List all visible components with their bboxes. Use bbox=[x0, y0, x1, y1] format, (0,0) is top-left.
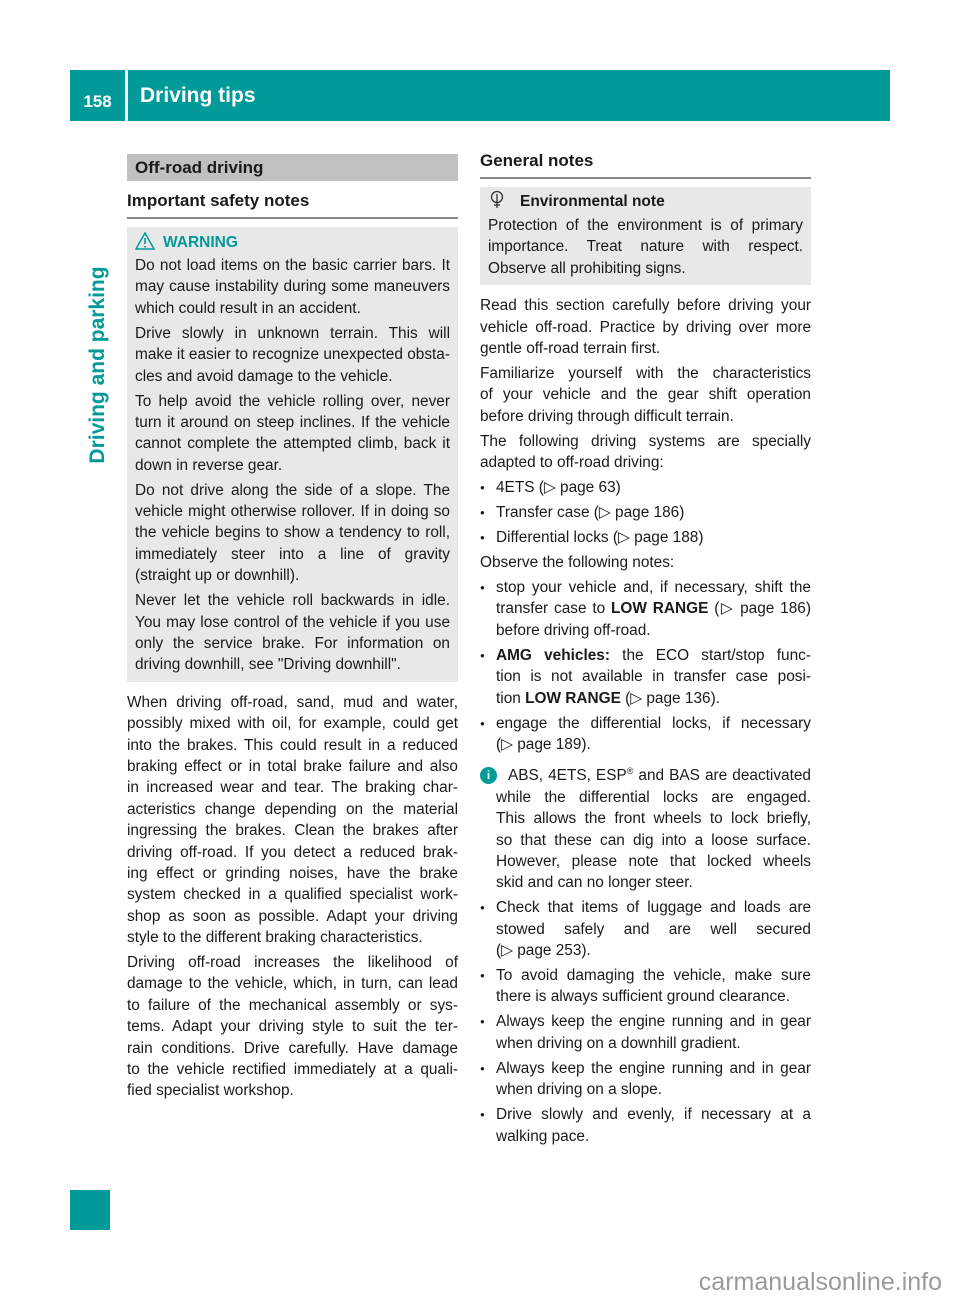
list-item bbox=[480, 1011, 811, 1054]
warning-text bbox=[135, 255, 450, 676]
list-item bbox=[480, 577, 811, 641]
text-line: Observe all prohibiting signs. bbox=[488, 259, 686, 277]
subsection-heading: Important safety notes bbox=[127, 191, 458, 219]
bullet-icon: ● bbox=[480, 483, 485, 493]
text-line: driving downhill, see "Driving downhill". bbox=[135, 656, 401, 674]
environmental-note-box bbox=[480, 187, 811, 285]
text-line: Read this section carefully before driving your bbox=[480, 297, 811, 315]
text-line: Do not load items on the basic carrier bars. It bbox=[135, 257, 450, 274]
text-line: stowed safely and are well secured bbox=[496, 920, 811, 938]
paragraph bbox=[480, 552, 811, 573]
text-line: To avoid damaging the vehicle, make sure bbox=[496, 967, 811, 985]
text-line: adapted to off-road driving: bbox=[480, 454, 664, 472]
text-segment: (▷ page 186) bbox=[708, 600, 811, 618]
text-line: of your vehicle and the gear shift operation bbox=[480, 386, 811, 404]
text-line: The following driving systems are specially bbox=[480, 432, 811, 450]
bullet-icon: ● bbox=[480, 533, 485, 543]
left-column bbox=[127, 154, 458, 1102]
text-line: turn it around on steep inclines. If the vehicle bbox=[135, 413, 450, 431]
text-line: acteristics change depending on the material bbox=[127, 800, 458, 818]
text-line bbox=[496, 598, 811, 619]
text-line bbox=[496, 688, 811, 709]
text-line: (▷ page 189). bbox=[496, 735, 591, 753]
text-line: rain conditions. Drive carefully. Have damage bbox=[127, 1039, 458, 1057]
warning-title: WARNING bbox=[163, 234, 238, 251]
general-notes-heading: General notes bbox=[480, 151, 811, 179]
left-body bbox=[127, 692, 458, 1102]
text-line: tion is not available in transfer case posi- bbox=[496, 668, 811, 686]
list-item bbox=[480, 713, 811, 756]
info-note bbox=[480, 765, 811, 893]
paragraph bbox=[135, 391, 450, 477]
text-line: which could result in an accident. bbox=[135, 299, 361, 317]
text-line: Drive slowly in unknown terrain. This will bbox=[135, 324, 450, 342]
bullet-icon: ● bbox=[480, 508, 485, 518]
text-line: skid and can no longer steer. bbox=[496, 874, 693, 892]
bullet-icon: ● bbox=[480, 1017, 485, 1027]
text-line: down in reverse gear. bbox=[135, 456, 283, 474]
text-line: (straight up or downhill). bbox=[135, 567, 300, 585]
text-line: You may lose control of the vehicle if you use bbox=[135, 613, 450, 631]
paragraph bbox=[480, 295, 811, 359]
text-line: style to the different braking characteristics. bbox=[127, 929, 423, 947]
bold-term: AMG vehicles: bbox=[496, 646, 610, 664]
text-line bbox=[496, 645, 811, 666]
text-line: Differential locks (▷ page 188) bbox=[496, 529, 704, 547]
list-item bbox=[480, 1058, 811, 1101]
page-number: 158 bbox=[70, 70, 125, 121]
bullet-icon: ● bbox=[480, 903, 485, 913]
text-segment: ® bbox=[626, 766, 634, 777]
bullet-icon: ● bbox=[480, 1063, 485, 1073]
text-line: Observe the following notes: bbox=[480, 554, 675, 572]
text-line: However, please note that locked wheels bbox=[496, 852, 811, 870]
bullet-icon: ● bbox=[480, 971, 485, 981]
text-line: importance. Treat nature with respect. bbox=[488, 238, 803, 256]
text-line: Familiarize yourself with the characteristics bbox=[480, 364, 811, 382]
paragraph bbox=[480, 431, 811, 474]
text-line: to the vehicle rectified immediately at a quali- bbox=[127, 1061, 458, 1079]
text-line: system checked in a qualified specialist work- bbox=[127, 886, 458, 904]
text-line: stop your vehicle and, if necessary, shift the bbox=[496, 579, 811, 597]
text-line: fied specialist workshop. bbox=[127, 1082, 294, 1100]
text-line: braking effect or in total brake failure and also bbox=[127, 757, 458, 775]
text-line: may cause instability during some maneuvers bbox=[135, 278, 450, 296]
text-line: vehicle might otherwise rollover. If in doing so bbox=[135, 503, 450, 521]
warning-header bbox=[135, 231, 450, 255]
environment-bulb-icon bbox=[488, 193, 520, 210]
paragraph bbox=[127, 952, 458, 1102]
text-line: Never let the vehicle roll backwards in idle. bbox=[135, 592, 450, 610]
text-line: driving off-road. If you detect a reduced brak- bbox=[127, 843, 458, 861]
text-line: into the brakes. This could result in a reduced bbox=[127, 736, 458, 754]
list-item bbox=[480, 477, 811, 498]
list-item bbox=[480, 897, 811, 961]
text-line: Always keep the engine running and in gear bbox=[496, 1013, 811, 1031]
bold-term: LOW RANGE bbox=[611, 600, 709, 618]
text-line: walking pace. bbox=[496, 1127, 590, 1145]
text-line: Always keep the engine running and in gear bbox=[496, 1059, 811, 1077]
text-line: immediately steer into a line of gravity bbox=[135, 545, 450, 563]
text-line: gentle off-road terrain first. bbox=[480, 339, 661, 357]
text-segment: (▷ page 136). bbox=[620, 689, 720, 707]
paragraph bbox=[135, 255, 450, 319]
text-line: engage the differential locks, if necessary bbox=[496, 714, 811, 732]
text-line: This allows the front wheels to lock briefly, bbox=[496, 810, 811, 828]
bullet-icon: ● bbox=[480, 583, 485, 593]
environmental-note-header bbox=[488, 189, 803, 215]
paragraph bbox=[135, 323, 450, 387]
right-column bbox=[480, 151, 811, 1147]
bullet-icon: ● bbox=[480, 1110, 485, 1120]
text-line: there is always sufficient ground clearance. bbox=[496, 988, 791, 1006]
text-line: Check that items of luggage and loads are bbox=[496, 899, 811, 917]
text-line: damage to the vehicle, which, in turn, can lead bbox=[127, 975, 458, 993]
text-line: Transfer case (▷ page 186) bbox=[496, 504, 685, 522]
text-line: only the service brake. For information on bbox=[135, 635, 450, 653]
text-segment: ABS, 4ETS, ESP bbox=[508, 767, 627, 785]
text-line: so that these can dig into a loose surface. bbox=[496, 831, 811, 849]
text-line: ingressing the brakes. Clean the brakes after bbox=[127, 822, 458, 840]
section-title: Off-road driving bbox=[127, 154, 458, 181]
side-tab-marker bbox=[70, 1190, 110, 1230]
warning-box bbox=[127, 227, 458, 682]
list-item bbox=[480, 965, 811, 1008]
text-line: when driving on a slope. bbox=[496, 1081, 662, 1099]
text-line: cles and avoid damage to the vehicle. bbox=[135, 367, 393, 385]
text-line: while the differential locks are engaged. bbox=[496, 788, 811, 806]
watermark: carmanualsonline.info bbox=[698, 1268, 942, 1296]
text-segment: and BAS are deactivated bbox=[633, 767, 811, 785]
bullet-icon: ● bbox=[480, 650, 485, 660]
text-line: vehicle off-road. Practice by driving over more bbox=[480, 318, 811, 336]
text-line: Drive slowly and evenly, if necessary at a bbox=[496, 1106, 811, 1124]
warning-triangle-icon bbox=[135, 234, 163, 251]
text-segment: transfer case to bbox=[496, 600, 612, 618]
text-line: possibly mixed with oil, for example, could get bbox=[127, 715, 458, 733]
text-line: tems. Adapt your driving style to suit the ter- bbox=[127, 1018, 458, 1036]
environmental-note-text bbox=[488, 215, 803, 279]
text-line bbox=[508, 765, 811, 786]
paragraph bbox=[135, 480, 450, 587]
text-line: (▷ page 253). bbox=[496, 942, 591, 960]
right-body bbox=[480, 295, 811, 1147]
info-icon: i bbox=[480, 767, 497, 784]
paragraph bbox=[480, 363, 811, 427]
paragraph bbox=[127, 692, 458, 949]
text-line: when driving on a downhill gradient. bbox=[496, 1034, 741, 1052]
environmental-note-title: Environmental note bbox=[520, 193, 665, 210]
text-line: in increased wear and tear. The braking char- bbox=[127, 779, 458, 797]
text-line: the vehicle begins to show a tendency to roll, bbox=[135, 524, 450, 542]
list-item bbox=[480, 645, 811, 709]
text-segment: tion bbox=[496, 689, 526, 707]
list-item bbox=[480, 1104, 811, 1147]
side-tab-label: Driving and parking bbox=[86, 266, 109, 464]
text-line: shop as soon as possible. Adapt your driving bbox=[127, 907, 458, 925]
paragraph bbox=[135, 590, 450, 676]
text-line: to failure of the mechanical assembly or sys- bbox=[127, 996, 458, 1014]
text-line: before driving through difficult terrain. bbox=[480, 407, 734, 425]
list-item bbox=[480, 502, 811, 523]
bullet-icon: ● bbox=[480, 718, 485, 728]
text-segment: the ECO start/stop func- bbox=[609, 646, 811, 664]
bold-term: LOW RANGE bbox=[525, 689, 621, 707]
text-line: Driving off-road increases the likelihood of bbox=[127, 954, 458, 972]
text-line: To help avoid the vehicle rolling over, never bbox=[135, 392, 450, 410]
text-line: Protection of the environment is of primary bbox=[488, 217, 803, 234]
text-line: ing effect or grinding noises, have the brake bbox=[127, 864, 458, 882]
text-line: When driving off-road, sand, mud and water, bbox=[127, 693, 458, 711]
list-item bbox=[480, 527, 811, 548]
text-line: Do not drive along the side of a slope. The bbox=[135, 481, 450, 499]
text-line: 4ETS (▷ page 63) bbox=[496, 479, 621, 497]
text-line: cannot complete the attempted climb, back it bbox=[135, 435, 450, 453]
chapter-title: Driving tips bbox=[128, 70, 890, 121]
text-line: make it easier to recognize unexpected obsta- bbox=[135, 346, 450, 364]
text-line: before driving off-road. bbox=[496, 621, 651, 639]
